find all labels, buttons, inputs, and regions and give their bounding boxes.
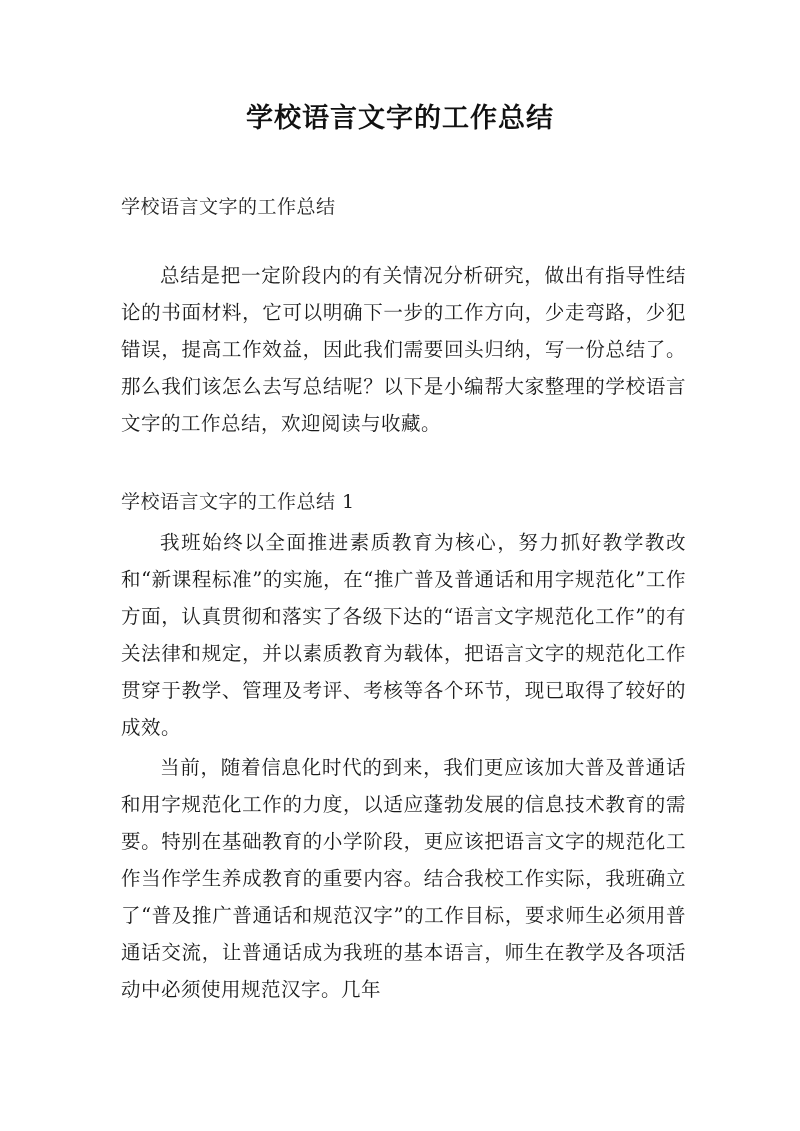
- document-subtitle: 学校语言文字的工作总结: [121, 196, 336, 218]
- section-paragraph-2: 当前，随着信息化时代的到来，我们更应该加大普及普通话和用字规范化工作的力度，以适应蓬勃发展的信息技术教育的需要。特别在基础教育的小学阶段，更应该把语言文字的规范化工作当作学生养成教育的重要内容。结合我校工作实际，我班确立了“普及推广普通话和规范汉字”的工作目标，要求师生必须用普通话交流，让普通话成为我班的基本语言，师生在教学及各项活动中必须使用规范汉字。几年: [121, 756, 686, 1001]
- section-paragraph-1: 我班始终以全面推进素质教育为核心，努力抓好教学教改和“新课程标准”的实施，在“推广普及普通话和用字规范化”工作方面，认真贯彻和落实了各级下达的“语言文字规范化工作”的有关法律和规定，并以素质教育为载体，把语言文字的规范化工作贯穿于教学、管理及考评、考核等各个环节，现已取得了较好的成效。: [121, 531, 686, 739]
- section-heading: 学校语言文字的工作总结 1: [121, 491, 355, 513]
- document-title: 学校语言文字的工作总结: [246, 103, 554, 134]
- intro-paragraph: 总结是把一定阶段内的有关情况分析研究，做出有指导性结论的书面材料，它可以明确下一步的工作方向，少走弯路，少犯错误，提高工作效益，因此我们需要回头归纳，写一份总结了。那么我们该怎么去写总结呢？以下是小编帮大家整理的学校语言文字的工作总结，欢迎阅读与收藏。: [121, 264, 686, 435]
